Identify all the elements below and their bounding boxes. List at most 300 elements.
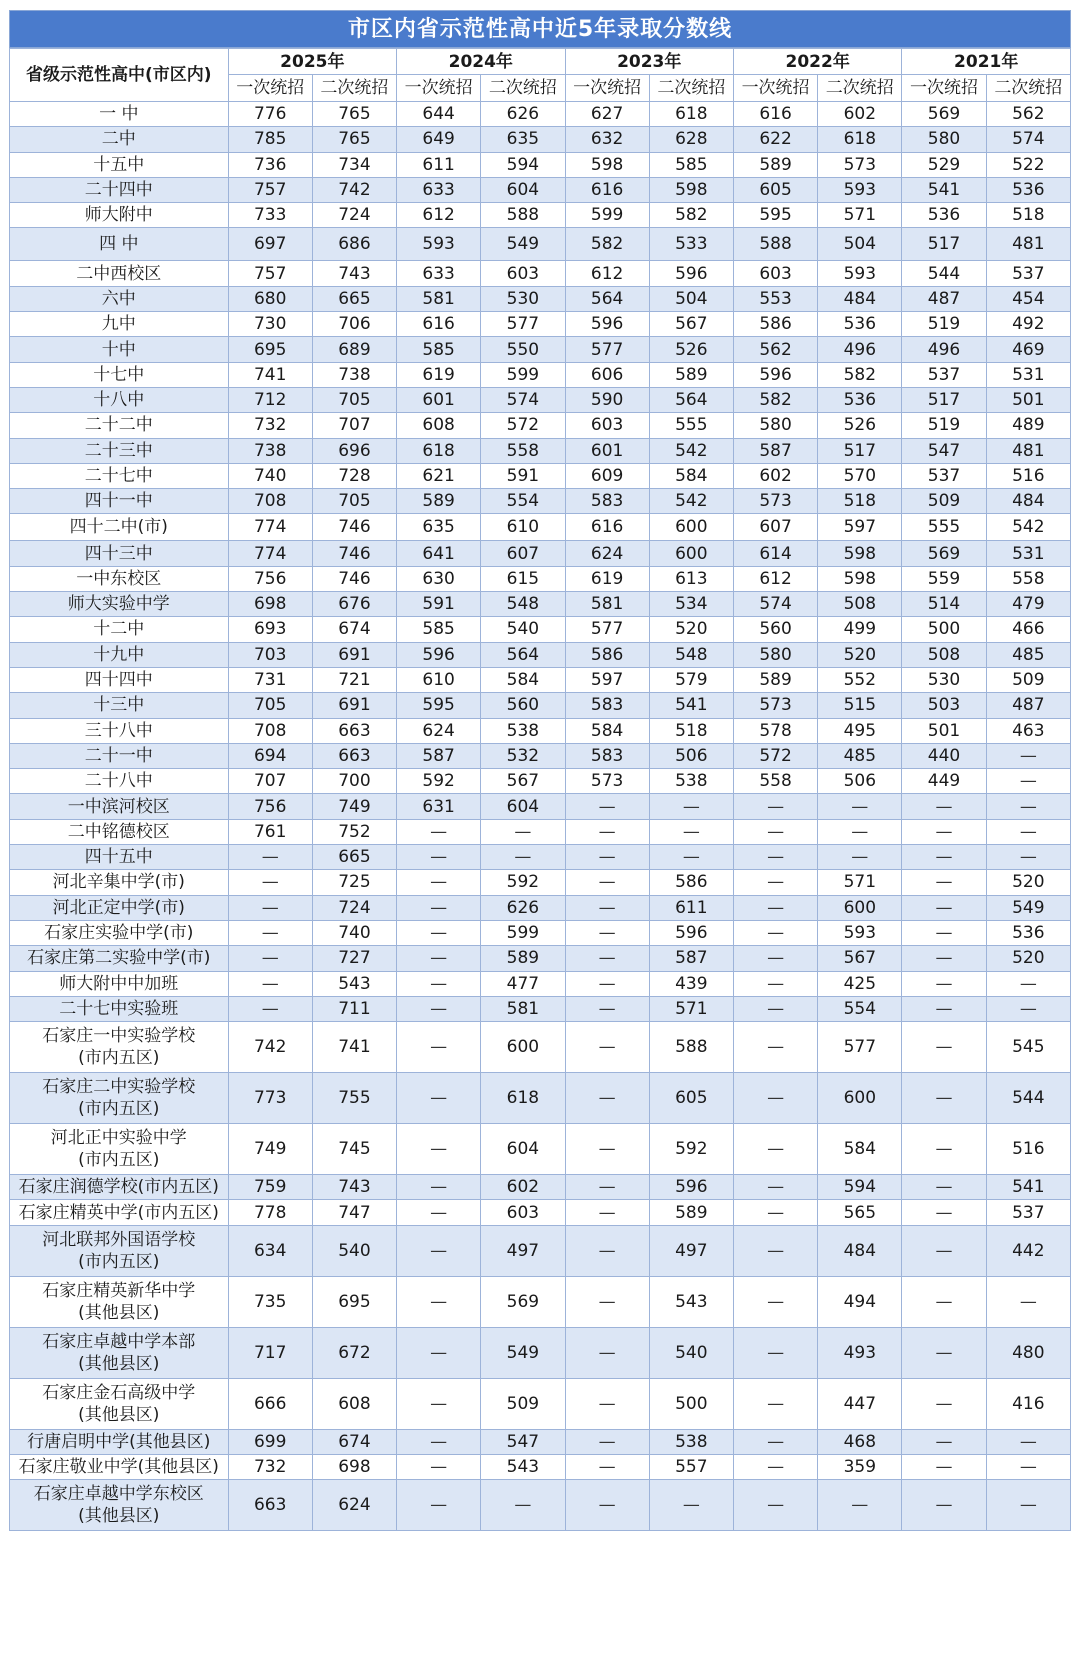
table-row [10, 203, 1071, 228]
score-cell: 519 [902, 312, 986, 337]
score-cell: — [733, 946, 817, 971]
score-cell: — [902, 971, 986, 996]
score-cell: 740 [312, 920, 396, 945]
score-cell: 691 [312, 642, 396, 667]
school-name: 四十五中 [84, 847, 153, 868]
score-cell: 612 [565, 261, 649, 286]
score-cell: 496 [818, 337, 902, 362]
table-row [10, 1454, 1071, 1479]
score-cell: 612 [397, 203, 481, 228]
score-cell: 506 [818, 769, 902, 794]
school-name: 行唐启明中学(其他县区) [27, 1431, 211, 1452]
score-cell: 560 [481, 693, 565, 718]
score-cell: — [986, 743, 1070, 768]
school-name: 十三中 [93, 695, 145, 716]
score-cell: — [733, 1175, 817, 1200]
table-row [10, 920, 1071, 945]
score-cell: 608 [312, 1378, 396, 1429]
score-cell: 416 [986, 1378, 1070, 1429]
school-name-cell [10, 413, 229, 438]
score-cell: 752 [312, 819, 396, 844]
score-cell: 440 [902, 743, 986, 768]
school-name-cell [10, 203, 229, 228]
score-cell: 516 [986, 463, 1070, 488]
score-cell: 742 [228, 1022, 312, 1073]
school-name-cell [10, 1276, 229, 1327]
school-name: 十九中 [93, 644, 145, 665]
score-cell: 564 [481, 642, 565, 667]
table-row [10, 1327, 1071, 1378]
score-cell: 477 [481, 971, 565, 996]
school-name-cell [10, 1225, 229, 1276]
score-cell: 626 [481, 102, 565, 127]
table-row [10, 946, 1071, 971]
score-cell: 532 [481, 743, 565, 768]
score-cell: 703 [228, 642, 312, 667]
score-cell: 601 [565, 438, 649, 463]
score-cell: 463 [986, 718, 1070, 743]
score-cell: 757 [228, 177, 312, 202]
score-cell: — [649, 819, 733, 844]
score-cell: 591 [397, 592, 481, 617]
score-cell: — [902, 1175, 986, 1200]
score-cell: 686 [312, 228, 396, 261]
school-name: 河北正中实验中学 [50, 1128, 187, 1149]
score-cell: 545 [986, 1022, 1070, 1073]
school-name-cell [10, 1073, 229, 1124]
score-cell: 644 [397, 102, 481, 127]
score-cell: 536 [986, 177, 1070, 202]
score-cell: 590 [565, 387, 649, 412]
score-cell: — [649, 1480, 733, 1531]
year-header: 2022年 [733, 49, 901, 75]
score-cell: 695 [312, 1276, 396, 1327]
score-cell: 515 [818, 693, 902, 718]
score-cell: 500 [902, 617, 986, 642]
score-cell: 746 [312, 541, 396, 566]
score-cell: 597 [565, 667, 649, 692]
score-cell: 691 [312, 693, 396, 718]
school-district: (市内五区) [78, 1048, 160, 1069]
school-name: 二十七中 [84, 466, 153, 486]
second-round-header: 二次统招 [312, 75, 396, 102]
score-cell: 589 [733, 152, 817, 177]
score-cell: 584 [565, 718, 649, 743]
score-cell: — [902, 1276, 986, 1327]
table-row [10, 1022, 1071, 1073]
score-cell: 618 [397, 438, 481, 463]
score-cell: 558 [986, 566, 1070, 591]
score-cell: 567 [649, 312, 733, 337]
score-cell: — [902, 1429, 986, 1454]
score-cell: 602 [733, 463, 817, 488]
score-cell: — [986, 1480, 1070, 1531]
score-cell: 587 [733, 438, 817, 463]
table-row [10, 718, 1071, 743]
score-cell: 635 [481, 127, 565, 152]
score-cell: 641 [397, 541, 481, 566]
score-cell: — [902, 895, 986, 920]
score-cell: — [565, 946, 649, 971]
score-cell: — [733, 1225, 817, 1276]
school-name-cell [10, 1378, 229, 1429]
score-cell: 582 [565, 228, 649, 261]
score-cell: 632 [565, 127, 649, 152]
score-cell: — [397, 1454, 481, 1479]
score-cell: 569 [902, 102, 986, 127]
score-cell: 541 [986, 1175, 1070, 1200]
school-name-cell [10, 1200, 229, 1225]
school-name-cell [10, 996, 229, 1021]
table-row [10, 413, 1071, 438]
score-cell: — [397, 1480, 481, 1531]
school-name-cell [10, 870, 229, 895]
score-cell: 587 [397, 743, 481, 768]
score-cell: — [733, 1378, 817, 1429]
school-district: (其他县区) [78, 1506, 160, 1527]
score-cell: 493 [818, 1327, 902, 1378]
score-cell: 554 [481, 489, 565, 514]
score-cell: 534 [649, 592, 733, 617]
score-cell: 693 [228, 617, 312, 642]
score-cell: 598 [818, 566, 902, 591]
school-name: 二十七中实验班 [59, 998, 179, 1019]
score-cell: — [565, 870, 649, 895]
score-cell: 663 [228, 1480, 312, 1531]
score-cell: 583 [565, 489, 649, 514]
table-row [10, 438, 1071, 463]
school-name-cell [10, 769, 229, 794]
score-cell: — [902, 920, 986, 945]
score-cell: 479 [986, 592, 1070, 617]
score-cell: 743 [312, 1175, 396, 1200]
score-cell: — [565, 1073, 649, 1124]
score-cell: — [397, 845, 481, 870]
score-cell: 741 [228, 362, 312, 387]
score-cell: 624 [312, 1480, 396, 1531]
score-cell: 773 [228, 1073, 312, 1124]
score-cell: — [565, 845, 649, 870]
score-cell: 582 [733, 387, 817, 412]
score-cell: 706 [312, 312, 396, 337]
score-cell: 571 [649, 996, 733, 1021]
score-cell: 618 [818, 127, 902, 152]
score-cell: 536 [902, 203, 986, 228]
score-cell: 733 [228, 203, 312, 228]
school-name-cell [10, 337, 229, 362]
score-cell: 504 [818, 228, 902, 261]
school-column-header: 省级示范性高中(市区内) [10, 49, 229, 102]
score-cell: 481 [986, 228, 1070, 261]
table-row [10, 1480, 1071, 1531]
score-cell: 596 [397, 642, 481, 667]
score-cell: — [733, 920, 817, 945]
score-cell: — [733, 1327, 817, 1378]
score-cell: 559 [902, 566, 986, 591]
score-cell: 592 [649, 1124, 733, 1175]
score-cell: 577 [565, 337, 649, 362]
second-round-header: 二次统招 [481, 75, 565, 102]
score-cell: — [228, 895, 312, 920]
score-cell: 553 [733, 286, 817, 311]
school-name: 二中 [101, 129, 136, 150]
score-cell: 520 [818, 642, 902, 667]
score-cell: 759 [228, 1175, 312, 1200]
table-row [10, 996, 1071, 1021]
score-cell: 698 [312, 1454, 396, 1479]
score-cell: 581 [481, 996, 565, 1021]
score-cell: 485 [818, 743, 902, 768]
score-cell: — [228, 996, 312, 1021]
score-cell: 598 [565, 152, 649, 177]
school-name-cell [10, 127, 229, 152]
score-cell: 538 [481, 718, 565, 743]
table-row [10, 1378, 1071, 1429]
score-cell: 589 [481, 946, 565, 971]
school-name: 石家庄第二实验中学(市) [27, 948, 211, 969]
score-cell: 616 [565, 514, 649, 541]
score-cell: 573 [818, 152, 902, 177]
school-name: 十七中 [93, 364, 145, 385]
score-cell: — [986, 769, 1070, 794]
table-row [10, 971, 1071, 996]
score-cell: 497 [649, 1225, 733, 1276]
school-district: (其他县区) [78, 1302, 160, 1323]
score-cell: 593 [818, 920, 902, 945]
table-row [10, 1073, 1071, 1124]
score-cell: — [565, 1378, 649, 1429]
score-cell: 732 [228, 1454, 312, 1479]
score-cell: 602 [818, 102, 902, 127]
score-cell: 605 [733, 177, 817, 202]
school-name: 四十四中 [84, 670, 153, 691]
score-cell: 540 [481, 617, 565, 642]
score-cell: 555 [649, 413, 733, 438]
score-cell: 468 [818, 1429, 902, 1454]
score-cell: 520 [986, 870, 1070, 895]
score-cell: 543 [481, 1454, 565, 1479]
score-cell: 582 [818, 362, 902, 387]
score-cell: — [902, 1124, 986, 1175]
score-cell: 627 [565, 102, 649, 127]
score-cell: 581 [565, 592, 649, 617]
score-cell: 555 [902, 514, 986, 541]
score-cell: 580 [733, 413, 817, 438]
score-cell: 573 [733, 489, 817, 514]
score-cell: 705 [312, 489, 396, 514]
score-cell: — [902, 845, 986, 870]
school-district: (其他县区) [78, 1353, 160, 1374]
score-cell: — [902, 870, 986, 895]
school-name-cell [10, 541, 229, 566]
school-name-cell [10, 261, 229, 286]
table-row [10, 1200, 1071, 1225]
score-cell: 573 [733, 693, 817, 718]
score-cell: — [481, 1480, 565, 1531]
score-cell: 607 [733, 514, 817, 541]
score-cell: — [986, 819, 1070, 844]
score-cell: 484 [986, 489, 1070, 514]
score-cell: 484 [818, 286, 902, 311]
score-cell: 680 [228, 286, 312, 311]
score-cell: 574 [733, 592, 817, 617]
table-row [10, 845, 1071, 870]
score-cell: 538 [649, 1429, 733, 1454]
score-cell: 520 [986, 946, 1070, 971]
score-cell: 757 [228, 261, 312, 286]
score-cell: — [565, 1276, 649, 1327]
score-cell: 724 [312, 203, 396, 228]
score-cell: 697 [228, 228, 312, 261]
score-cell: 549 [481, 228, 565, 261]
score-cell: 567 [818, 946, 902, 971]
score-cell: 586 [565, 642, 649, 667]
score-cell: 526 [649, 337, 733, 362]
first-round-header: 一次统招 [733, 75, 817, 102]
school-name: 石家庄二中实验学校 [42, 1077, 196, 1098]
score-cell: 531 [986, 362, 1070, 387]
score-cell: 518 [649, 718, 733, 743]
score-cell: 537 [902, 362, 986, 387]
school-name-cell [10, 895, 229, 920]
school-name-cell [10, 228, 229, 261]
table-row [10, 1175, 1071, 1200]
score-cell: 499 [818, 617, 902, 642]
score-cell: — [397, 819, 481, 844]
score-cell: — [902, 794, 986, 819]
score-cell: 495 [818, 718, 902, 743]
year-header: 2021年 [902, 49, 1071, 75]
score-cell: 635 [397, 514, 481, 541]
score-cell: — [397, 1175, 481, 1200]
score-cell: 517 [902, 228, 986, 261]
school-name-cell [10, 794, 229, 819]
score-cell: 593 [818, 261, 902, 286]
score-cell: 577 [481, 312, 565, 337]
table-row [10, 102, 1071, 127]
table-title: 市区内省示范性高中近5年录取分数线 [9, 10, 1071, 48]
score-cell: — [565, 1022, 649, 1073]
score-cell: 589 [649, 1200, 733, 1225]
table-row [10, 667, 1071, 692]
score-cell: 588 [481, 203, 565, 228]
school-name-cell [10, 1175, 229, 1200]
score-cell: — [228, 971, 312, 996]
score-cell: — [397, 1225, 481, 1276]
score-cell: — [565, 819, 649, 844]
score-cell: 570 [818, 463, 902, 488]
year-header: 2025年 [228, 49, 396, 75]
score-cell: — [902, 1454, 986, 1479]
score-cell: 497 [481, 1225, 565, 1276]
table-row [10, 489, 1071, 514]
score-cell: 530 [902, 667, 986, 692]
score-cell: 609 [565, 463, 649, 488]
score-cell: 487 [986, 693, 1070, 718]
score-cell: 608 [397, 413, 481, 438]
score-cell: 557 [649, 1454, 733, 1479]
school-name-cell [10, 819, 229, 844]
score-cell: 537 [986, 1200, 1070, 1225]
year-header: 2023年 [565, 49, 733, 75]
school-name-cell [10, 971, 229, 996]
score-cell: 520 [649, 617, 733, 642]
score-cell: 613 [649, 566, 733, 591]
score-cell: 633 [397, 261, 481, 286]
score-cell: 500 [649, 1378, 733, 1429]
school-name: 四十三中 [84, 543, 153, 564]
score-cell: 585 [397, 617, 481, 642]
score-cell: — [565, 895, 649, 920]
first-round-header: 一次统招 [228, 75, 312, 102]
score-cell: 531 [986, 541, 1070, 566]
school-name-cell [10, 1124, 229, 1175]
score-cell: — [565, 1175, 649, 1200]
score-cell: 541 [902, 177, 986, 202]
score-cell: 494 [818, 1276, 902, 1327]
school-name: 四 中 [99, 234, 139, 255]
score-cell: 665 [312, 845, 396, 870]
score-cell: 519 [902, 413, 986, 438]
first-round-header: 一次统招 [902, 75, 986, 102]
school-name: 石家庄一中实验学校 [42, 1026, 196, 1047]
school-name: 师大附中 [84, 205, 153, 226]
score-cell: 492 [986, 312, 1070, 337]
score-cell: 755 [312, 1073, 396, 1124]
score-cell: 449 [902, 769, 986, 794]
score-cell: — [902, 1200, 986, 1225]
score-cell: 589 [649, 362, 733, 387]
year-header-row [10, 49, 1071, 75]
score-cell: 592 [481, 870, 565, 895]
score-cell: 765 [312, 127, 396, 152]
school-name-cell [10, 566, 229, 591]
school-name: 一中东校区 [76, 568, 162, 589]
score-cell: — [481, 819, 565, 844]
score-cell: 743 [312, 261, 396, 286]
score-cell: 536 [986, 920, 1070, 945]
score-cell: 756 [228, 794, 312, 819]
score-cell: 542 [986, 514, 1070, 541]
score-cell: 503 [902, 693, 986, 718]
school-name: 十五中 [93, 154, 145, 175]
score-cell: 542 [649, 438, 733, 463]
score-cell: 603 [481, 1200, 565, 1225]
score-cell: 589 [397, 489, 481, 514]
score-cell: 674 [312, 1429, 396, 1454]
score-cell: — [565, 794, 649, 819]
score-cell: 746 [312, 514, 396, 541]
score-cell: 696 [312, 438, 396, 463]
score-cell: — [565, 1200, 649, 1225]
score-cell: — [397, 1073, 481, 1124]
score-cell: — [986, 1276, 1070, 1327]
score-cell: 616 [565, 177, 649, 202]
score-cell: 489 [986, 413, 1070, 438]
school-name-cell [10, 1327, 229, 1378]
score-cell: 618 [649, 102, 733, 127]
table-row [10, 463, 1071, 488]
table-row [10, 514, 1071, 541]
school-name: 石家庄卓越中学本部 [42, 1331, 196, 1352]
score-cell: 517 [902, 387, 986, 412]
score-cell: 785 [228, 127, 312, 152]
score-cell: 588 [649, 1022, 733, 1073]
score-cell: 611 [649, 895, 733, 920]
school-name-cell [10, 463, 229, 488]
score-cell: 774 [228, 541, 312, 566]
score-cell: 603 [481, 261, 565, 286]
